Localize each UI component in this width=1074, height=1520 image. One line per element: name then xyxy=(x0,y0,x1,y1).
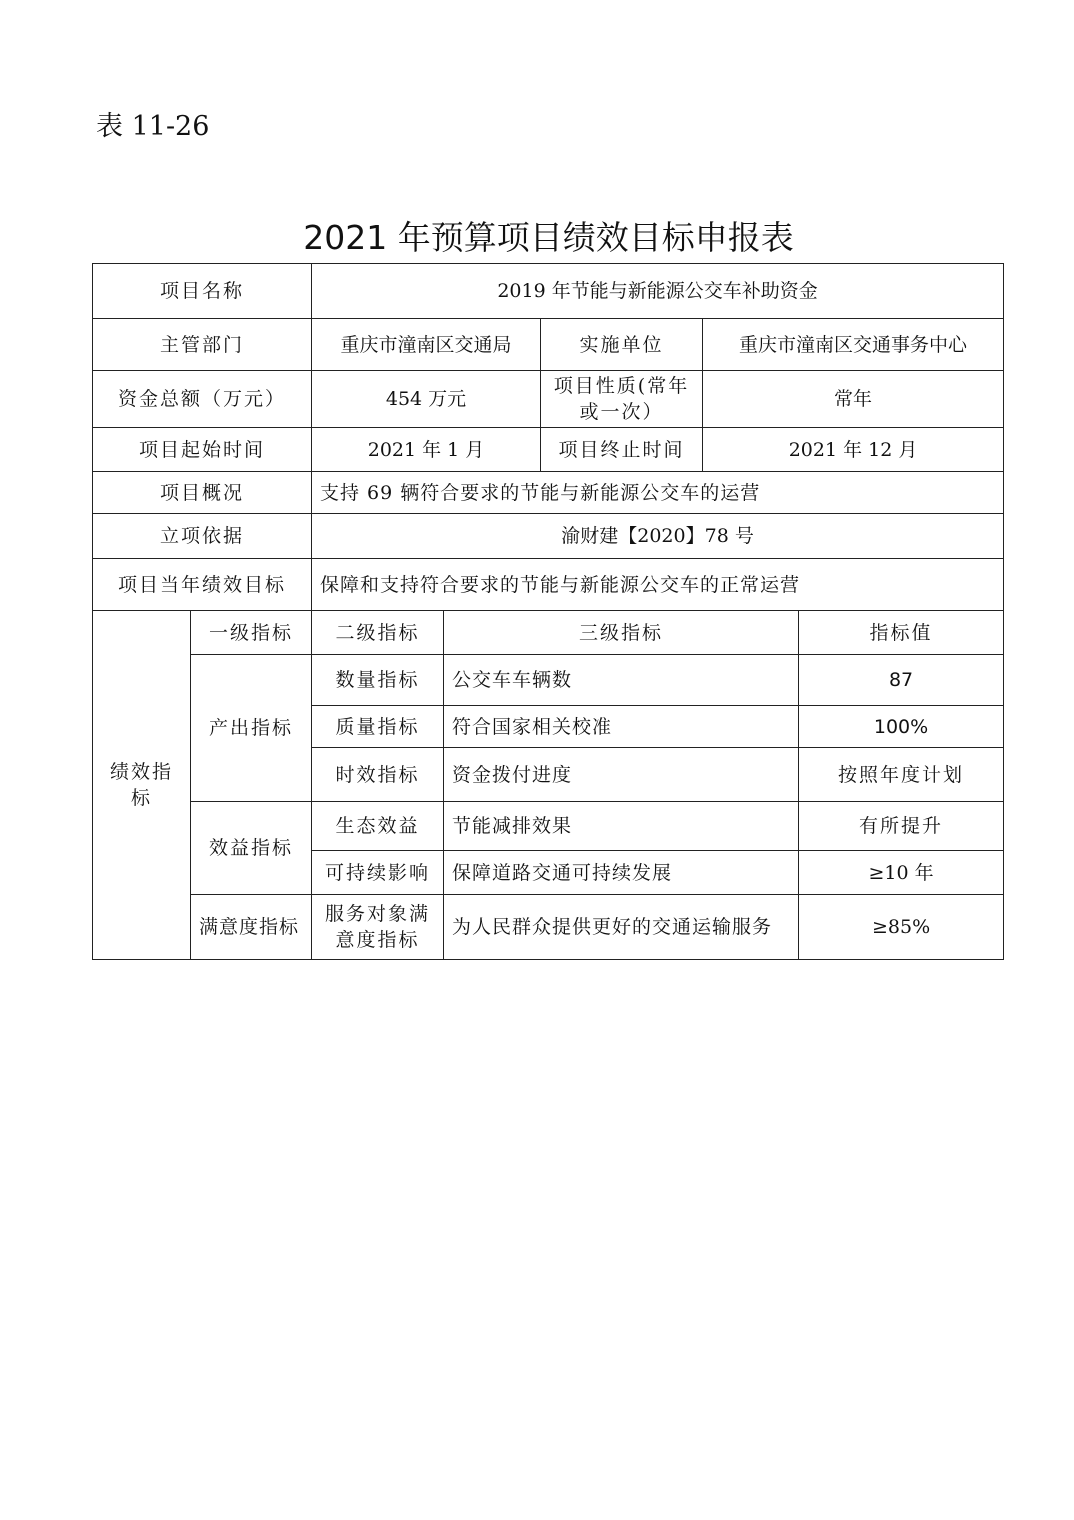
row-department xyxy=(93,319,1004,371)
funds-value: 454 万元 xyxy=(312,371,541,428)
page-title: 2021 年预算项目绩效目标申报表 xyxy=(303,218,794,257)
indicator-row xyxy=(93,895,1004,960)
level2-cell: 时效指标 xyxy=(312,748,444,802)
row-dates xyxy=(93,428,1004,472)
level3-cell: 保障道路交通可持续发展 xyxy=(444,851,799,895)
output-indicator-label: 产出指标 xyxy=(191,655,312,802)
level2-cell: 服务对象满意度指标 xyxy=(312,895,444,960)
project-name-value: 2019 年节能与新能源公交车补助资金 xyxy=(312,264,1004,319)
end-label: 项目终止时间 xyxy=(541,428,703,472)
start-value: 2021 年 1 月 xyxy=(312,428,541,472)
header-level2: 二级指标 xyxy=(312,611,444,655)
project-name-label: 项目名称 xyxy=(93,264,312,319)
level3-cell: 符合国家相关校准 xyxy=(444,706,799,748)
indicator-header-row xyxy=(93,611,1004,655)
value-cell: 按照年度计划 xyxy=(799,748,1004,802)
row-funds xyxy=(93,371,1004,428)
header-level3: 三级指标 xyxy=(444,611,799,655)
value-cell: 有所提升 xyxy=(799,802,1004,851)
level3-cell: 公交车车辆数 xyxy=(444,655,799,706)
value-cell: ≥85% xyxy=(799,895,1004,960)
start-label: 项目起始时间 xyxy=(93,428,312,472)
dept-label: 主管部门 xyxy=(93,319,312,371)
value-cell: 87 xyxy=(799,655,1004,706)
benefit-indicator-label: 效益指标 xyxy=(191,802,312,895)
level2-cell: 数量指标 xyxy=(312,655,444,706)
basis-value: 渝财建【2020】78 号 xyxy=(312,514,1004,559)
value-cell: 100% xyxy=(799,706,1004,748)
nature-value: 常年 xyxy=(703,371,1004,428)
level2-cell: 质量指标 xyxy=(312,706,444,748)
level3-cell: 节能减排效果 xyxy=(444,802,799,851)
level2-cell: 可持续影响 xyxy=(312,851,444,895)
level3-cell: 为人民群众提供更好的交通运输服务 xyxy=(444,895,799,960)
row-project-name xyxy=(93,264,1004,319)
header-level1: 一级指标 xyxy=(191,611,312,655)
goal-label: 项目当年绩效目标 xyxy=(93,559,312,611)
nature-label: 项目性质(常年或一次） xyxy=(541,371,703,428)
indicator-row xyxy=(93,655,1004,706)
satisfaction-indicator-label: 满意度指标 xyxy=(191,895,312,960)
end-value: 2021 年 12 月 xyxy=(703,428,1004,472)
overview-label: 项目概况 xyxy=(93,472,312,514)
indicators-section-label: 绩效指标 xyxy=(93,611,191,960)
basis-label: 立项依据 xyxy=(93,514,312,559)
funds-label: 资金总额（万元） xyxy=(93,371,312,428)
row-goal xyxy=(93,559,1004,611)
indicator-row xyxy=(93,802,1004,851)
overview-value: 支持 69 辆符合要求的节能与新能源公交车的运营 xyxy=(312,472,1004,514)
value-cell: ≥10 年 xyxy=(799,851,1004,895)
impl-label: 实施单位 xyxy=(541,319,703,371)
header-value: 指标值 xyxy=(799,611,1004,655)
table-number: 表 11-26 xyxy=(96,111,210,142)
dept-value: 重庆市潼南区交通局 xyxy=(312,319,541,371)
row-overview xyxy=(93,472,1004,514)
row-basis xyxy=(93,514,1004,559)
level3-cell: 资金拨付进度 xyxy=(444,748,799,802)
goal-value: 保障和支持符合要求的节能与新能源公交车的正常运营 xyxy=(312,559,1004,611)
impl-value: 重庆市潼南区交通事务中心 xyxy=(703,319,1004,371)
performance-table xyxy=(92,263,1004,960)
level2-cell: 生态效益 xyxy=(312,802,444,851)
